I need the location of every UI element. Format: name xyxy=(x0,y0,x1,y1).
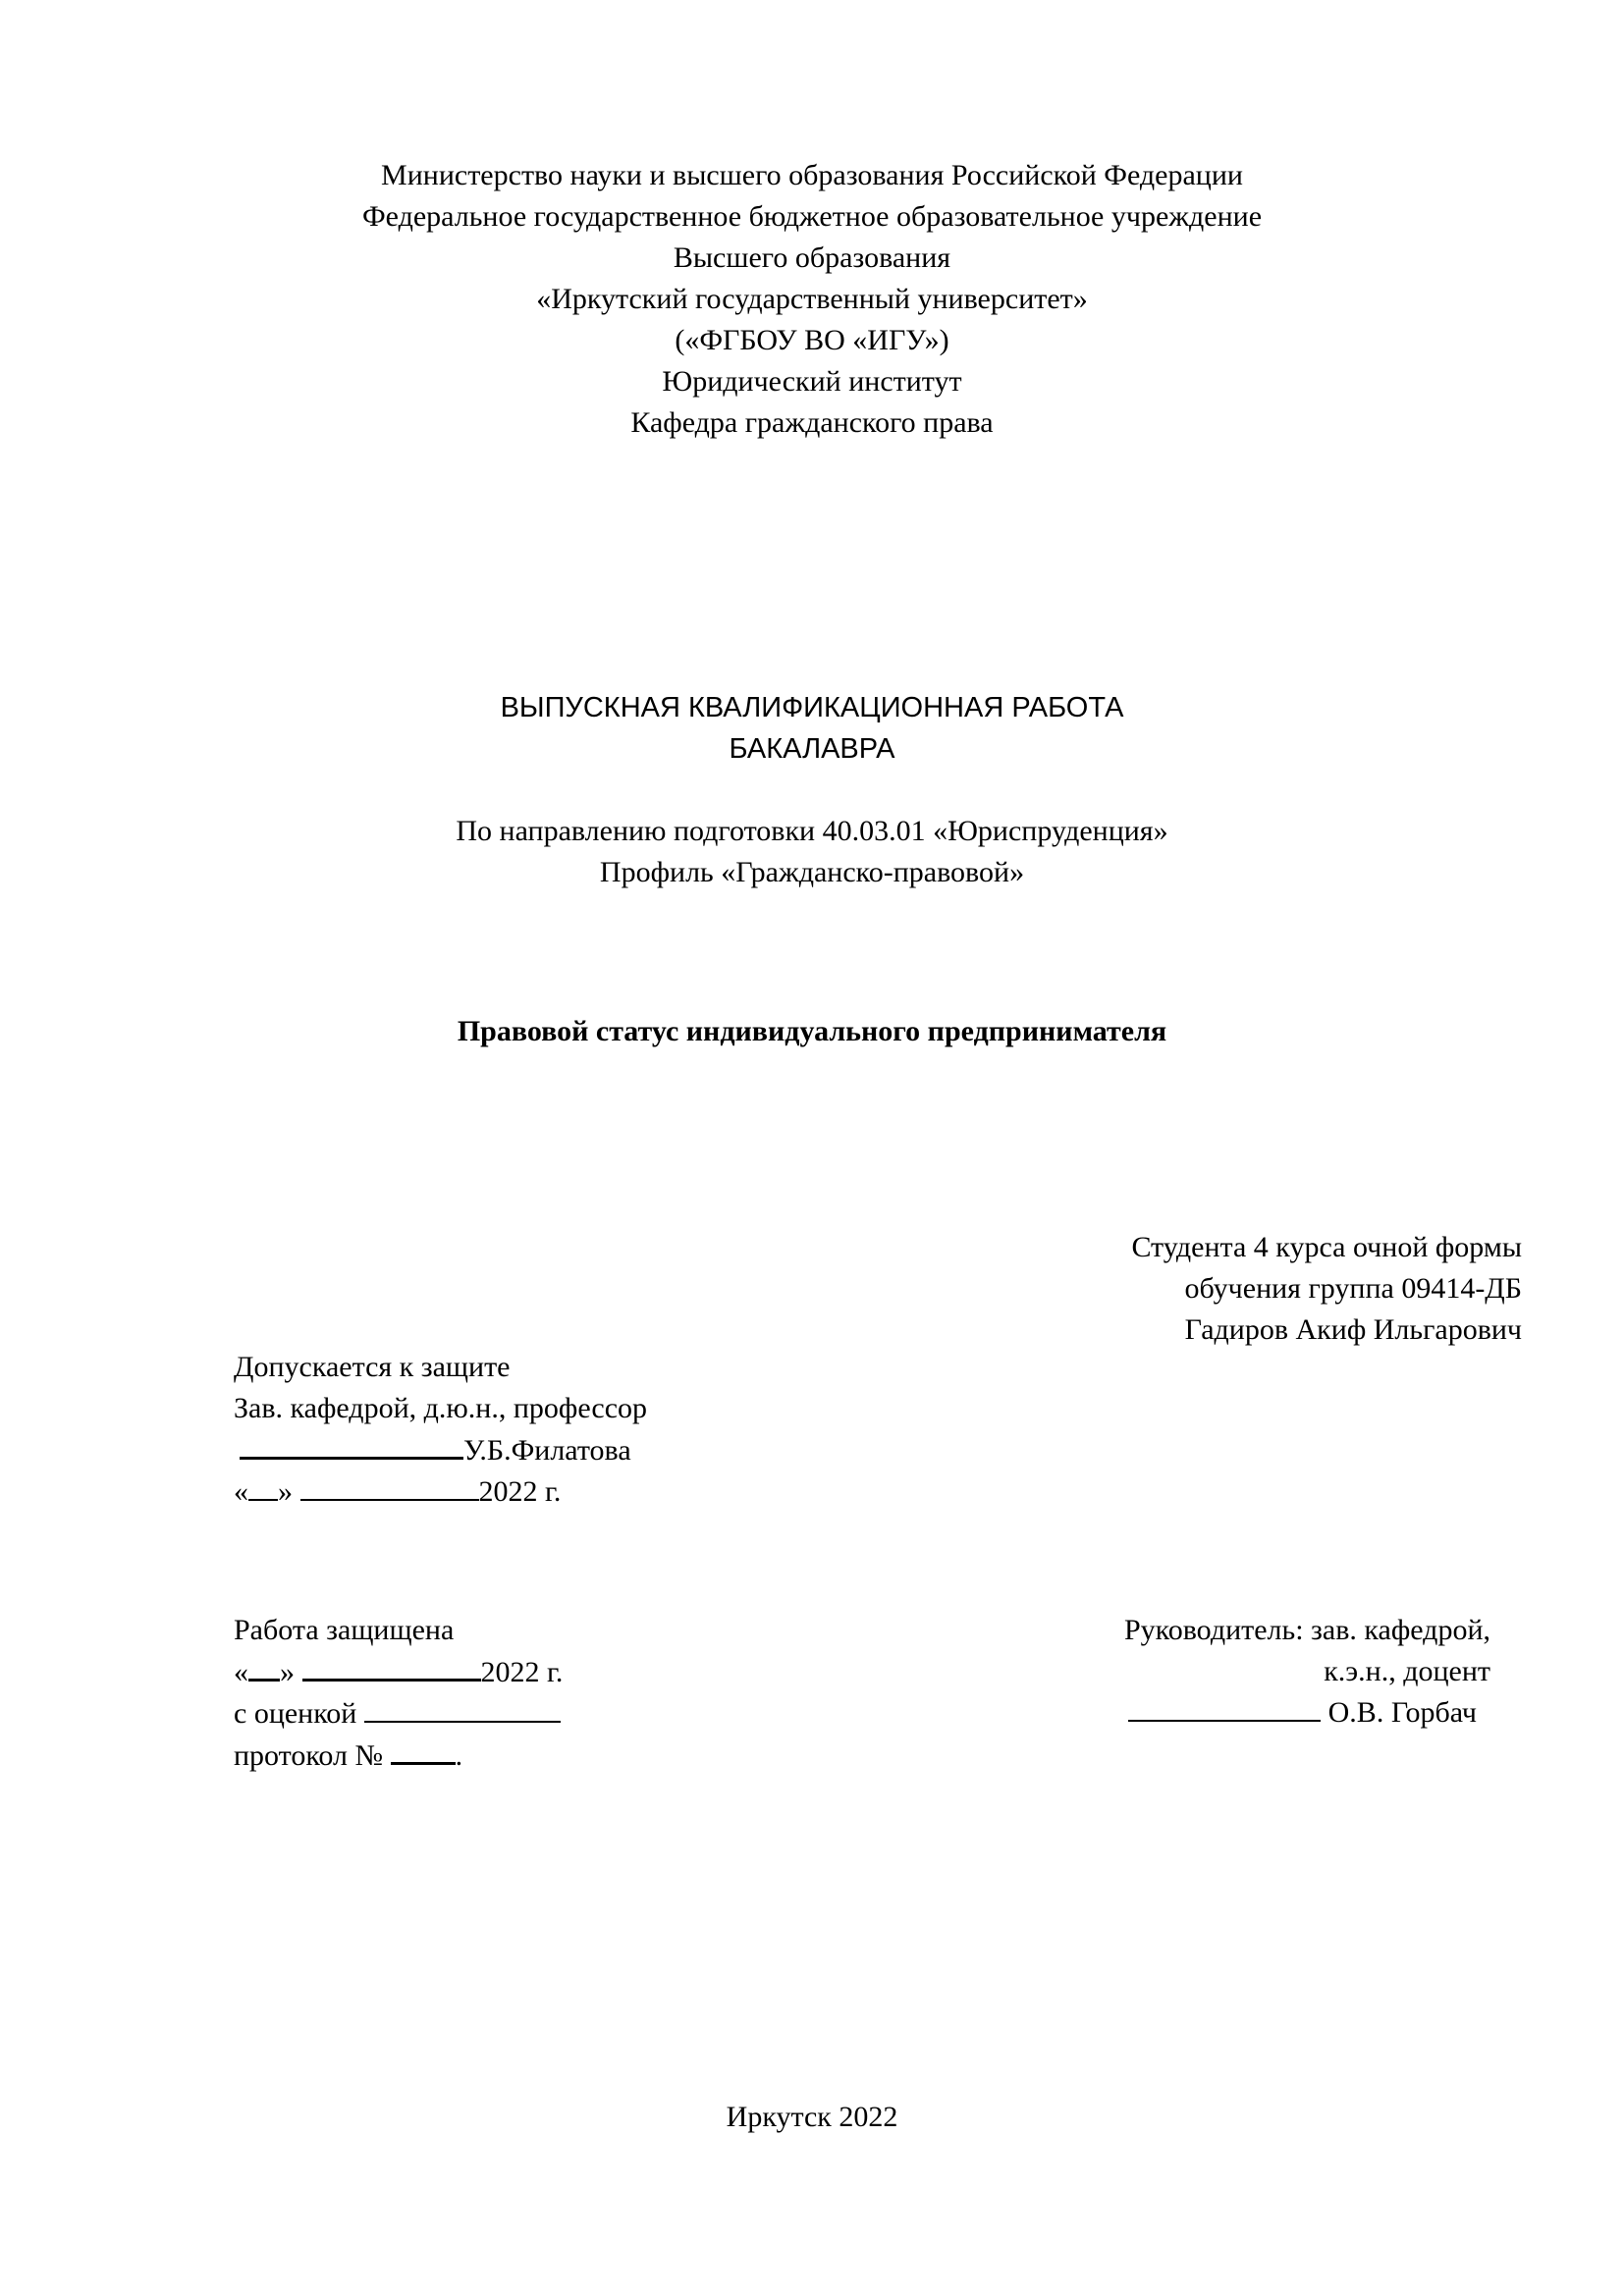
supervisor-degree: к.э.н., доцент xyxy=(1324,1655,1490,1687)
defense-heading: Работа защищена xyxy=(234,1614,455,1646)
signature-blank[interactable] xyxy=(240,1429,463,1460)
supervisor-block xyxy=(1124,1610,1490,1734)
day-blank[interactable] xyxy=(248,1651,280,1682)
admission-signature-line xyxy=(234,1429,647,1471)
city-year: Иркутск 2022 xyxy=(726,2101,898,2133)
date-open-quote: « xyxy=(234,1475,248,1508)
department-line: Кафедра гражданского права xyxy=(630,406,994,439)
date-close-quote: » xyxy=(278,1475,293,1508)
supervisor-position: Руководитель: зав. кафедрой, xyxy=(1123,1614,1490,1646)
protocol-label: протокол № xyxy=(234,1739,384,1772)
supervisor-signature-line xyxy=(1124,1692,1477,1734)
institute-line: Юридический институт xyxy=(662,365,962,398)
defense-year: 2022 г. xyxy=(480,1656,564,1688)
date-close-quote: » xyxy=(280,1656,295,1688)
defense-protocol-line xyxy=(234,1735,563,1777)
admission-year: 2022 г. xyxy=(478,1475,562,1508)
thesis-title: Правовой статус индивидуального предпринимателя xyxy=(457,1015,1167,1047)
admission-block xyxy=(234,1347,647,1513)
protocol-end: . xyxy=(455,1739,463,1772)
defense-block xyxy=(234,1610,563,1777)
signature-blank[interactable] xyxy=(1128,1692,1321,1722)
grade-blank[interactable] xyxy=(364,1693,561,1723)
education-level-line: Высшего образования xyxy=(673,241,951,274)
institution-type-line: Федеральное государственное бюджетное образовательное учреждение xyxy=(361,200,1263,233)
work-type-line1: ВЫПУСКНАЯ КВАЛИФИКАЦИОННАЯ РАБОТА xyxy=(500,692,1124,723)
student-block xyxy=(1131,1227,1522,1351)
grade-label: с оценкой xyxy=(234,1697,357,1730)
month-blank[interactable] xyxy=(300,1471,479,1501)
student-course-line: Студента 4 курса очной формы xyxy=(1131,1231,1522,1263)
supervisor-name: О.В. Горбач xyxy=(1327,1696,1477,1729)
admission-signer: У.Б.Филатова xyxy=(463,1434,631,1467)
work-type-line2: БАКАЛАВРА xyxy=(729,733,895,765)
direction-line: По направлению подготовки 40.03.01 «Юриспруденция» xyxy=(456,815,1168,847)
defense-date-line xyxy=(234,1651,563,1693)
admission-position: Зав. кафедрой, д.ю.н., профессор xyxy=(234,1392,648,1424)
month-blank[interactable] xyxy=(302,1651,481,1682)
student-group-line: обучения группа 09414-ДБ xyxy=(1184,1272,1522,1305)
defense-grade-line xyxy=(234,1693,563,1735)
ministry-line: Министерство науки и высшего образования Российской Федерации xyxy=(381,159,1243,191)
day-blank[interactable] xyxy=(248,1471,278,1501)
profile-line: Профиль «Гражданско-правовой» xyxy=(599,856,1025,888)
admission-heading: Допускается к защите xyxy=(234,1351,511,1383)
university-line: «Иркутский государственный университет» xyxy=(536,283,1088,315)
admission-date-line xyxy=(234,1471,647,1513)
date-open-quote: « xyxy=(234,1656,248,1688)
abbreviation-line: («ФГБОУ ВО «ИГУ») xyxy=(675,324,949,356)
protocol-blank[interactable] xyxy=(391,1735,456,1765)
student-name: Гадиров Акиф Ильгарович xyxy=(1184,1313,1522,1346)
